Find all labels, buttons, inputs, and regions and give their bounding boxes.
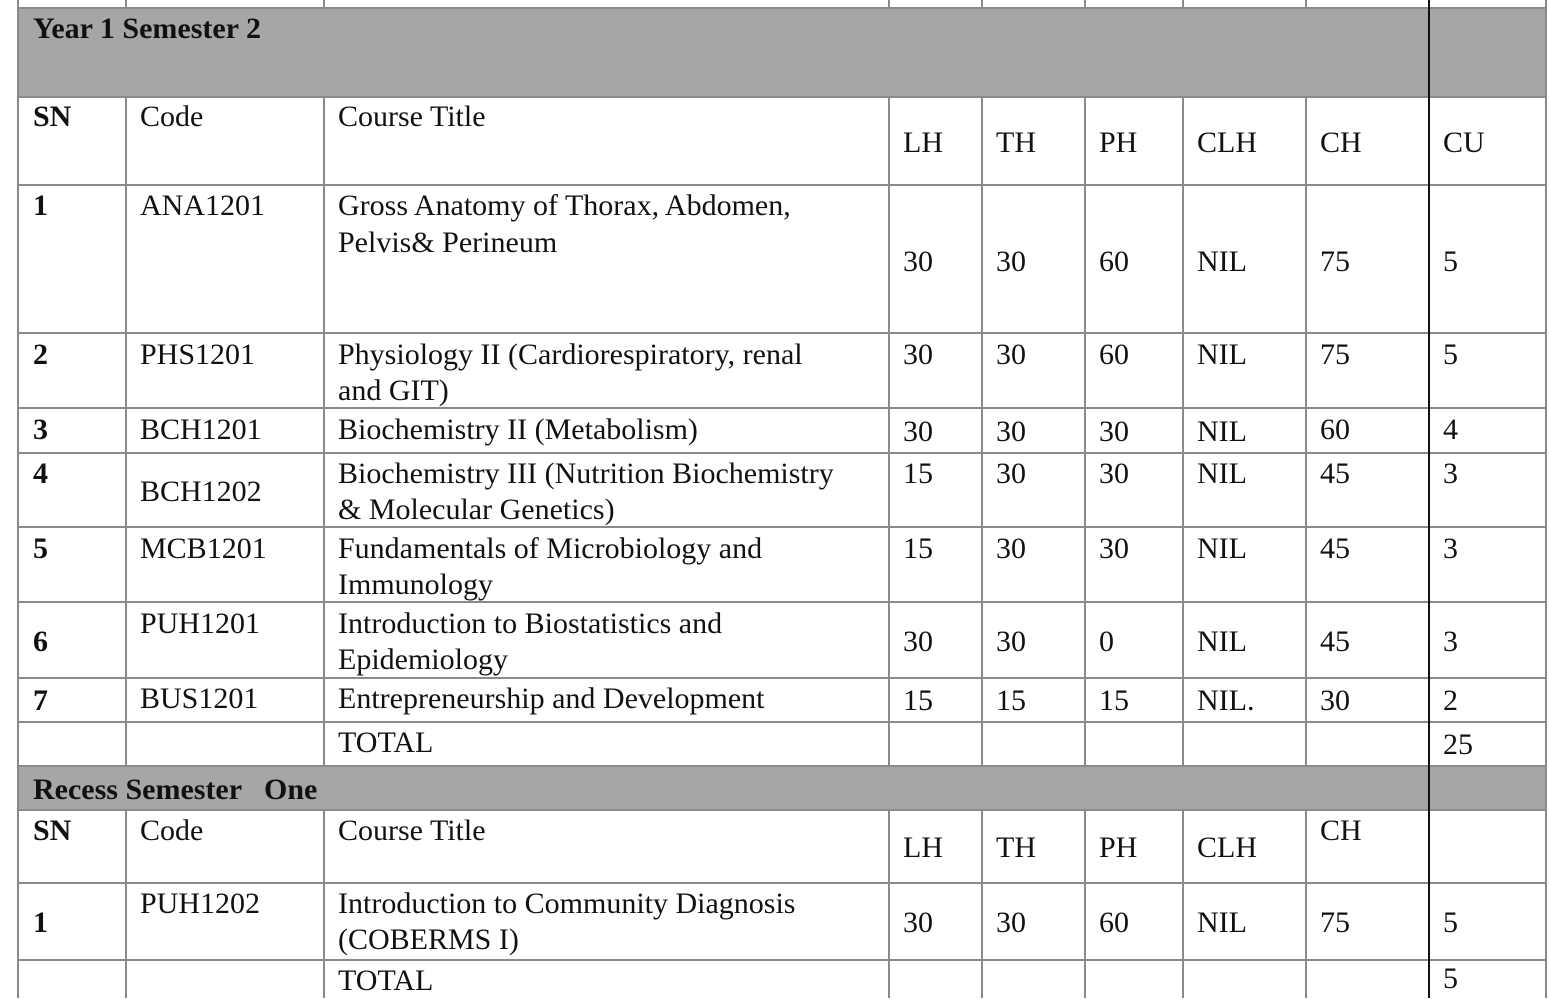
row-sn: 1 [33, 189, 48, 222]
header-clh: CLH [1197, 126, 1257, 159]
row-ph: 30 [1099, 532, 1129, 565]
col-divider [323, 0, 325, 8]
row-clh: NIL. [1197, 684, 1255, 717]
col-divider [1182, 0, 1184, 8]
col-divider [125, 97, 127, 766]
row-cu: 5 [1443, 906, 1458, 939]
row-sn: 1 [33, 906, 48, 939]
row-title-line1: Introduction to Biostatistics and [338, 607, 723, 640]
row-clh: NIL [1197, 625, 1247, 658]
section-title: Recess Semester One [33, 773, 318, 806]
row-ph: 30 [1099, 415, 1129, 448]
row-th: 30 [996, 532, 1026, 565]
row-ph: 60 [1099, 245, 1129, 278]
total-label: TOTAL [338, 726, 434, 759]
row-divider [18, 526, 1547, 528]
header-lh: LH [903, 126, 943, 159]
row-ch: 30 [1320, 684, 1350, 717]
row-title-line2: and GIT) [338, 374, 449, 407]
col-divider [1182, 97, 1184, 766]
row-title-line2: (COBERMS I) [338, 923, 519, 956]
col-divider [1305, 97, 1307, 766]
row-ph: 0 [1099, 625, 1114, 658]
row-lh: 30 [903, 906, 933, 939]
row-divider [18, 765, 1547, 767]
row-title-line1: Biochemistry II (Metabolism) [338, 413, 698, 446]
header-ch: CH [1320, 814, 1362, 847]
col-divider [1084, 0, 1086, 8]
row-sn: 7 [33, 684, 48, 717]
total-cu: 25 [1443, 728, 1473, 761]
row-th: 15 [996, 684, 1026, 717]
header-ph: PH [1099, 831, 1138, 864]
row-divider [18, 184, 1547, 186]
row-th: 30 [996, 457, 1026, 490]
header-course-title: Course Title [338, 814, 486, 847]
row-sn: 5 [33, 532, 48, 565]
row-code: PHS1201 [140, 338, 256, 371]
row-cu: 3 [1443, 532, 1458, 565]
row-cu: 2 [1443, 684, 1458, 717]
row-ch: 75 [1320, 338, 1350, 371]
header-th: TH [996, 831, 1036, 864]
row-lh: 30 [903, 338, 933, 371]
header-sn: SN [33, 814, 72, 847]
header-th: TH [996, 126, 1036, 159]
col-divider [888, 97, 890, 766]
row-title-line2: Epidemiology [338, 643, 508, 676]
table-right-border [1545, 0, 1547, 998]
row-code: ANA1201 [140, 189, 265, 222]
row-cu: 4 [1443, 413, 1458, 446]
col-divider [1305, 810, 1307, 998]
row-title-line1: Introduction to Community Diagnosis [338, 887, 796, 920]
header-code: Code [140, 814, 204, 847]
col-divider [125, 810, 127, 998]
header-code: Code [140, 100, 204, 133]
row-divider [18, 407, 1547, 409]
row-ch: 45 [1320, 532, 1350, 565]
row-divider [18, 332, 1547, 334]
total-label: TOTAL [338, 964, 434, 997]
col-divider-cu [1428, 0, 1430, 998]
row-lh: 30 [903, 245, 933, 278]
row-clh: NIL [1197, 906, 1247, 939]
row-title-line1: Biochemistry III (Nutrition Biochemistry [338, 457, 834, 490]
row-title-line1: Gross Anatomy of Thorax, Abdomen, [338, 189, 791, 222]
col-divider [1084, 810, 1086, 998]
row-code: BUS1201 [140, 682, 259, 715]
header-cu: CU [1443, 126, 1485, 159]
col-divider [981, 810, 983, 998]
row-clh: NIL [1197, 415, 1247, 448]
total-cu: 5 [1443, 962, 1458, 995]
header-sn: SN [33, 100, 72, 133]
header-lh: LH [903, 831, 943, 864]
row-th: 30 [996, 245, 1026, 278]
row-divider [18, 721, 1547, 723]
row-ph: 60 [1099, 906, 1129, 939]
row-th: 30 [996, 338, 1026, 371]
row-divider [18, 677, 1547, 679]
col-divider [981, 0, 983, 8]
row-code: PUH1202 [140, 887, 261, 920]
header-clh: CLH [1197, 831, 1257, 864]
col-divider [125, 0, 127, 8]
row-lh: 15 [903, 684, 933, 717]
row-cu: 3 [1443, 625, 1458, 658]
header-ph: PH [1099, 126, 1138, 159]
row-th: 30 [996, 906, 1026, 939]
row-cu: 5 [1443, 245, 1458, 278]
row-title-line1: Fundamentals of Microbiology and [338, 532, 763, 565]
row-title-line2: Pelvis& Perineum [338, 226, 558, 259]
row-code: BCH1201 [140, 413, 262, 446]
row-clh: NIL [1197, 338, 1247, 371]
col-divider [981, 97, 983, 766]
header-ch: CH [1320, 126, 1362, 159]
col-divider [1182, 810, 1184, 998]
row-ph: 30 [1099, 457, 1129, 490]
row-sn: 3 [33, 413, 48, 446]
row-code: PUH1201 [140, 607, 261, 640]
col-divider [323, 97, 325, 766]
row-cu: 5 [1443, 338, 1458, 371]
row-clh: NIL [1197, 245, 1247, 278]
row-ch: 75 [1320, 245, 1350, 278]
row-clh: NIL [1197, 532, 1247, 565]
row-lh: 15 [903, 457, 933, 490]
row-divider [18, 959, 1547, 961]
header-course-title: Course Title [338, 100, 486, 133]
row-divider [18, 7, 1547, 9]
row-title-line1: Entrepreneurship and Development [338, 682, 765, 715]
row-ch: 45 [1320, 457, 1350, 490]
row-title-line2: Immunology [338, 568, 493, 601]
row-title-line1: Physiology II (Cardiorespiratory, renal [338, 338, 803, 371]
col-divider [323, 810, 325, 998]
col-divider [888, 0, 890, 8]
row-ch: 60 [1320, 413, 1350, 446]
row-th: 30 [996, 625, 1026, 658]
row-th: 30 [996, 415, 1026, 448]
row-title-line2: & Molecular Genetics) [338, 493, 615, 526]
col-divider [1084, 97, 1086, 766]
row-ph: 15 [1099, 684, 1129, 717]
row-cu: 3 [1443, 457, 1458, 490]
table-left-border [17, 0, 19, 998]
row-sn: 4 [33, 457, 48, 490]
row-divider [18, 882, 1547, 884]
row-code: MCB1201 [140, 532, 267, 565]
row-ph: 60 [1099, 338, 1129, 371]
row-sn: 2 [33, 338, 48, 371]
row-lh: 30 [903, 415, 933, 448]
col-divider [1305, 0, 1307, 8]
row-sn: 6 [33, 625, 48, 658]
row-code: BCH1202 [140, 475, 262, 508]
row-lh: 30 [903, 625, 933, 658]
col-divider [888, 810, 890, 998]
row-clh: NIL [1197, 457, 1247, 490]
row-ch: 75 [1320, 906, 1350, 939]
row-divider [18, 809, 1547, 811]
row-divider [18, 601, 1547, 603]
row-lh: 15 [903, 532, 933, 565]
row-ch: 45 [1320, 625, 1350, 658]
section-title: Year 1 Semester 2 [33, 12, 261, 45]
row-divider [18, 452, 1547, 454]
row-divider [18, 96, 1547, 98]
